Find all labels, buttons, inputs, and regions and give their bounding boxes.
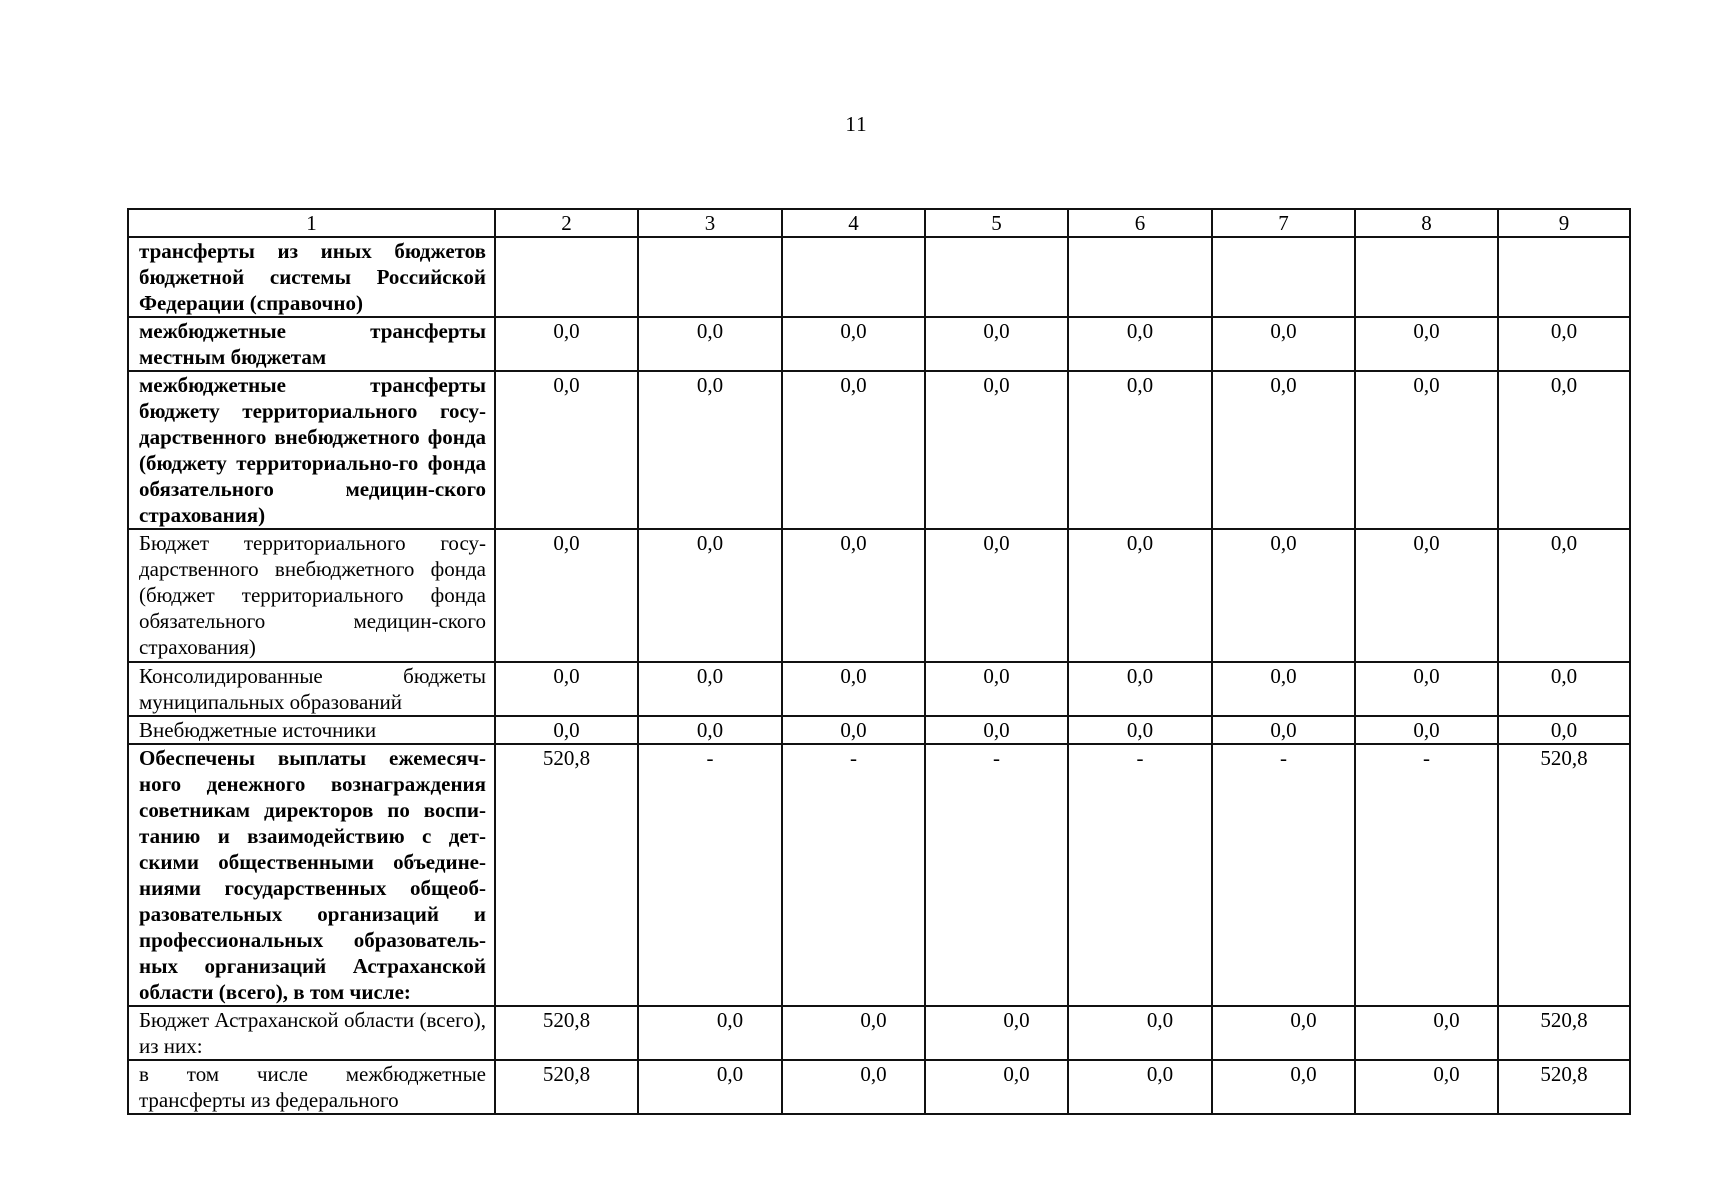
table-cell: 0,0 xyxy=(925,1060,1068,1114)
table-cell xyxy=(1068,237,1212,317)
row-label: Консолидированные бюджеты муниципальных образований xyxy=(128,662,495,716)
table-cell: 0,0 xyxy=(1212,529,1355,662)
table-cell: 0,0 xyxy=(782,662,925,716)
table-cell: - xyxy=(925,744,1068,1006)
table-cell: 520,8 xyxy=(1498,1060,1630,1114)
row-label: Бюджет Астраханской области (всего), из них: xyxy=(128,1006,495,1060)
table-cell: 0,0 xyxy=(1498,716,1630,744)
table-cell: 0,0 xyxy=(638,529,782,662)
table-cell: 0,0 xyxy=(495,662,638,716)
table-row xyxy=(128,716,1630,744)
table-cell: 0,0 xyxy=(1498,662,1630,716)
table-cell: - xyxy=(638,744,782,1006)
table-cell: 0,0 xyxy=(1068,1006,1212,1060)
table-cell: 0,0 xyxy=(1498,529,1630,662)
table-cell: 0,0 xyxy=(1212,662,1355,716)
table-cell: 0,0 xyxy=(1498,317,1630,371)
table-cell: 0,0 xyxy=(1068,1060,1212,1114)
table-row xyxy=(128,1060,1630,1114)
table-cell: 520,8 xyxy=(495,1060,638,1114)
table-row xyxy=(128,371,1630,529)
table-cell xyxy=(495,237,638,317)
table-cell: 520,8 xyxy=(1498,744,1630,1006)
table-cell xyxy=(1355,237,1498,317)
table-cell: 0,0 xyxy=(638,371,782,529)
table-cell xyxy=(925,237,1068,317)
table-cell: 0,0 xyxy=(782,1060,925,1114)
table-cell: 0,0 xyxy=(1498,371,1630,529)
table-cell: 0,0 xyxy=(925,716,1068,744)
table-cell xyxy=(1212,237,1355,317)
table-cell: 0,0 xyxy=(1212,1060,1355,1114)
table-cell: 0,0 xyxy=(1212,716,1355,744)
table-cell: 0,0 xyxy=(1212,371,1355,529)
table-cell: 0,0 xyxy=(925,371,1068,529)
column-header-9: 9 xyxy=(1498,209,1630,237)
table-cell: 0,0 xyxy=(1355,371,1498,529)
table-cell xyxy=(1498,237,1630,317)
table-cell: - xyxy=(1068,744,1212,1006)
table-cell: 0,0 xyxy=(495,371,638,529)
table-cell: 0,0 xyxy=(782,1006,925,1060)
table-cell: 0,0 xyxy=(495,529,638,662)
table-cell: 520,8 xyxy=(495,1006,638,1060)
table-cell: 0,0 xyxy=(495,716,638,744)
table-cell: 0,0 xyxy=(638,662,782,716)
table-cell: 0,0 xyxy=(1355,662,1498,716)
row-label: Обеспечены выплаты ежемесяч-ного денежного вознаграждения советникам директоров по воспи-танию и взаимодействию с дет-скими общественными объедине-ниями государственных общеоб-разовательных организаций и профессиональных образователь-ных организаций Астраханской области (всего), в том числе: xyxy=(128,744,495,1006)
table-cell: 0,0 xyxy=(1355,1060,1498,1114)
table-cell: 520,8 xyxy=(1498,1006,1630,1060)
table-cell: 0,0 xyxy=(782,371,925,529)
table-cell: 0,0 xyxy=(1068,662,1212,716)
column-header-4: 4 xyxy=(782,209,925,237)
row-label: Внебюджетные источники xyxy=(128,716,495,744)
column-header-7: 7 xyxy=(1212,209,1355,237)
table-cell: 0,0 xyxy=(925,529,1068,662)
table-cell: 0,0 xyxy=(782,716,925,744)
table-header-row xyxy=(128,209,1630,237)
table-cell: 0,0 xyxy=(1068,529,1212,662)
table-cell: 0,0 xyxy=(1355,529,1498,662)
table-row xyxy=(128,662,1630,716)
table-cell: 0,0 xyxy=(638,1006,782,1060)
table-cell: 0,0 xyxy=(638,716,782,744)
table-cell: 0,0 xyxy=(1212,1006,1355,1060)
table-cell: 0,0 xyxy=(925,662,1068,716)
table-cell: - xyxy=(1212,744,1355,1006)
column-header-6: 6 xyxy=(1068,209,1212,237)
table-cell: 0,0 xyxy=(925,1006,1068,1060)
row-label: в том числе межбюджетные трансферты из федерального xyxy=(128,1060,495,1114)
budget-table xyxy=(127,208,1631,1115)
table-cell: 0,0 xyxy=(1355,317,1498,371)
table-row xyxy=(128,317,1630,371)
table-cell: 0,0 xyxy=(925,317,1068,371)
table-row xyxy=(128,1006,1630,1060)
column-header-8: 8 xyxy=(1355,209,1498,237)
table-cell: 0,0 xyxy=(1355,1006,1498,1060)
table-cell: - xyxy=(1355,744,1498,1006)
table-cell: 0,0 xyxy=(1068,371,1212,529)
table-cell: 0,0 xyxy=(1355,716,1498,744)
column-header-1: 1 xyxy=(128,209,495,237)
table-cell: 0,0 xyxy=(1212,317,1355,371)
row-label: Бюджет территориального госу-дарственного внебюджетного фонда (бюджет территориального фонда обязательного медицин-ского страхования) xyxy=(128,529,495,662)
table-cell: 0,0 xyxy=(1068,317,1212,371)
row-label: трансферты из иных бюджетов бюджетной системы Российской Федерации (справочно) xyxy=(128,237,495,317)
table-cell: 0,0 xyxy=(638,317,782,371)
column-header-2: 2 xyxy=(495,209,638,237)
table-cell: 0,0 xyxy=(495,317,638,371)
table-cell xyxy=(638,237,782,317)
row-label: межбюджетные трансферты местным бюджетам xyxy=(128,317,495,371)
row-label: межбюджетные трансферты бюджету территориального госу-дарственного внебюджетного фонда (бюджету территориально-го фонда обязательного медицин-ского страхования) xyxy=(128,371,495,529)
column-header-5: 5 xyxy=(925,209,1068,237)
table-cell: 0,0 xyxy=(1068,716,1212,744)
table-cell: - xyxy=(782,744,925,1006)
table-cell: 520,8 xyxy=(495,744,638,1006)
table-row xyxy=(128,744,1630,1006)
page-number: 11 xyxy=(845,112,868,136)
table-row xyxy=(128,237,1630,317)
table-cell: 0,0 xyxy=(638,1060,782,1114)
table-cell xyxy=(782,237,925,317)
table-cell: 0,0 xyxy=(782,317,925,371)
table-cell: 0,0 xyxy=(782,529,925,662)
table-row xyxy=(128,529,1630,662)
column-header-3: 3 xyxy=(638,209,782,237)
